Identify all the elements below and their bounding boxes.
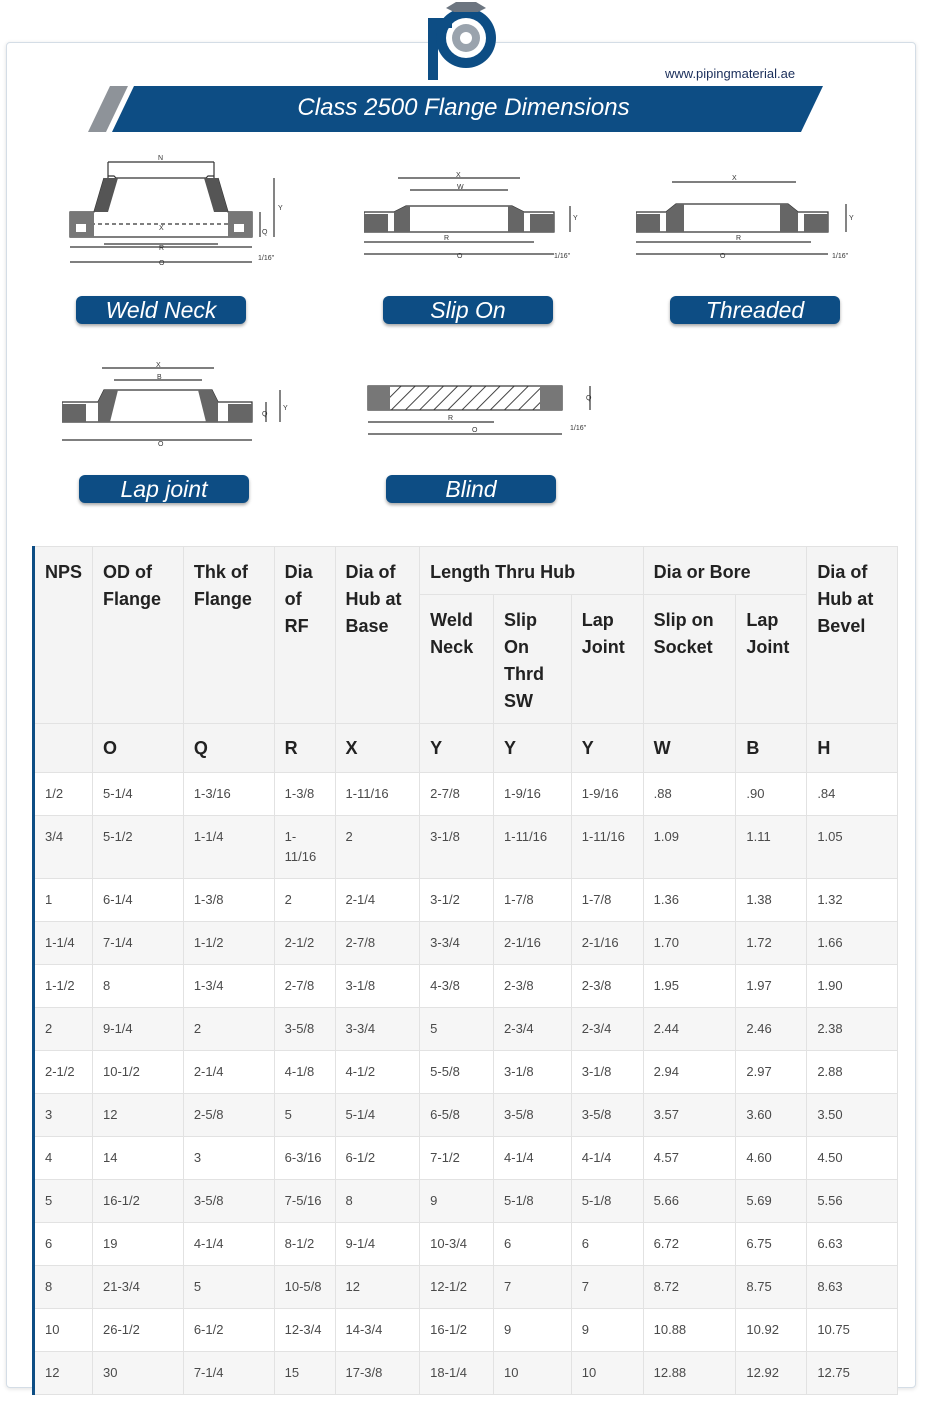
table-cell: 10 [494, 1352, 572, 1395]
table-cell: 7 [571, 1266, 643, 1309]
table-cell: 1-11/16 [274, 816, 335, 879]
blind-diagram [364, 380, 604, 440]
table-cell: 9-1/4 [335, 1223, 420, 1266]
header-letter-blank [34, 724, 93, 773]
table-cell: 9 [420, 1180, 494, 1223]
table-cell: 2.46 [736, 1008, 807, 1051]
table-cell: 3.57 [643, 1094, 736, 1137]
table-cell: 1/2 [34, 773, 93, 816]
svg-text:X: X [456, 172, 461, 179]
svg-text:1/16": 1/16" [570, 425, 587, 432]
header-slip-on: Slip On Thrd SW [494, 595, 572, 724]
svg-text:W: W [457, 184, 464, 191]
table-cell: 10 [34, 1309, 93, 1352]
header-length-group: Length Thru Hub [420, 547, 643, 595]
table-cell: 10.75 [807, 1309, 898, 1352]
table-cell: 2 [274, 879, 335, 922]
table-cell: 16-1/2 [93, 1180, 184, 1223]
table-cell: 6-5/8 [420, 1094, 494, 1137]
header-letter: B [736, 724, 807, 773]
header-letter: W [643, 724, 736, 773]
table-cell: 1.38 [736, 879, 807, 922]
table-cell: 5 [420, 1008, 494, 1051]
table-cell: 1-3/8 [183, 879, 274, 922]
table-cell: 1.11 [736, 816, 807, 879]
header-letter: Y [494, 724, 572, 773]
table-cell: .90 [736, 773, 807, 816]
table-row [34, 1223, 898, 1266]
table-cell: 1.05 [807, 816, 898, 879]
slip-on-label: Slip On [383, 296, 553, 324]
svg-text:Q: Q [586, 395, 592, 402]
lap-joint-diagram [62, 360, 292, 456]
table-cell: 12.88 [643, 1352, 736, 1395]
svg-text:O: O [720, 253, 726, 260]
table-cell: 1.36 [643, 879, 736, 922]
table-cell: 8.72 [643, 1266, 736, 1309]
table-cell: 8-1/2 [274, 1223, 335, 1266]
table-cell: 1-11/16 [494, 816, 572, 879]
table-cell: 5.56 [807, 1180, 898, 1223]
table-cell: 5-1/8 [571, 1180, 643, 1223]
table-cell: 1.90 [807, 965, 898, 1008]
table-cell: 21-3/4 [93, 1266, 184, 1309]
table-cell: 6-3/16 [274, 1137, 335, 1180]
table-cell: 3-5/8 [274, 1008, 335, 1051]
svg-text:O: O [158, 441, 164, 448]
slip-on-diagram [364, 170, 579, 262]
svg-text:X: X [732, 175, 737, 182]
header-slip-socket: Slip on Socket [643, 595, 736, 724]
table-cell: 1-1/2 [34, 965, 93, 1008]
svg-text:1/16": 1/16" [832, 253, 849, 260]
header-od: OD of Flange [93, 547, 184, 724]
weld-neck-label: Weld Neck [76, 296, 246, 324]
table-cell: 19 [93, 1223, 184, 1266]
table-cell: 8 [34, 1266, 93, 1309]
table-cell: 6.75 [736, 1223, 807, 1266]
table-cell: 12.92 [736, 1352, 807, 1395]
header-letter: X [335, 724, 420, 773]
svg-text:1/16": 1/16" [554, 253, 571, 260]
table-cell: 5-5/8 [420, 1051, 494, 1094]
table-cell: 30 [93, 1352, 184, 1395]
table-cell: 2.38 [807, 1008, 898, 1051]
table-cell: 10-5/8 [274, 1266, 335, 1309]
svg-text:R: R [444, 235, 450, 242]
site-url[interactable]: www.pipingmaterial.ae [665, 66, 796, 81]
table-cell: 5.66 [643, 1180, 736, 1223]
svg-text:Q: Q [262, 411, 268, 418]
table-cell: 5.69 [736, 1180, 807, 1223]
table-cell: 10 [571, 1352, 643, 1395]
table-cell: 7 [494, 1266, 572, 1309]
header-letter: Y [571, 724, 643, 773]
svg-text:Y: Y [573, 215, 578, 222]
table-cell: 6-1/2 [335, 1137, 420, 1180]
table-cell: 6 [571, 1223, 643, 1266]
table-cell: 2-5/8 [183, 1094, 274, 1137]
table-cell: 9-1/4 [93, 1008, 184, 1051]
svg-text:Y: Y [278, 205, 283, 212]
table-cell: 1.95 [643, 965, 736, 1008]
table-cell: 2-7/8 [274, 965, 335, 1008]
table-row [34, 879, 898, 922]
table-cell: 2-7/8 [420, 773, 494, 816]
svg-text:Y: Y [849, 215, 854, 222]
table-cell: 1-3/4 [183, 965, 274, 1008]
table-cell: 5-1/2 [93, 816, 184, 879]
table-cell: 12-1/2 [420, 1266, 494, 1309]
company-logo-icon [416, 0, 512, 82]
table-cell: 2-3/8 [494, 965, 572, 1008]
table-cell: 1-9/16 [571, 773, 643, 816]
table-cell: 2 [335, 816, 420, 879]
table-cell: 2-1/2 [274, 922, 335, 965]
table-cell: 4.60 [736, 1137, 807, 1180]
table-cell: 5-1/4 [335, 1094, 420, 1137]
table-cell: 4-1/4 [183, 1223, 274, 1266]
table-cell: 2-3/8 [571, 965, 643, 1008]
table-cell: .84 [807, 773, 898, 816]
table-cell: 3-1/8 [571, 1051, 643, 1094]
table-cell: 3-1/8 [335, 965, 420, 1008]
table-cell: 5 [183, 1266, 274, 1309]
table-cell: 6-1/4 [93, 879, 184, 922]
table-cell: 10-1/2 [93, 1051, 184, 1094]
svg-text:B: B [157, 374, 162, 381]
svg-text:Y: Y [283, 405, 288, 412]
svg-text:R: R [448, 415, 454, 422]
table-cell: 7-1/2 [420, 1137, 494, 1180]
threaded-diagram [636, 172, 856, 264]
table-cell: 12.75 [807, 1352, 898, 1395]
header-bevel: Dia of Hub at Bevel [807, 547, 898, 724]
table-cell: 3-1/8 [420, 816, 494, 879]
table-cell: 17-3/8 [335, 1352, 420, 1395]
header-weld-neck: Weld Neck [420, 595, 494, 724]
flange-dimensions-table [32, 546, 898, 1395]
table-row [34, 965, 898, 1008]
table-cell: 1-1/2 [183, 922, 274, 965]
table-cell: 12 [34, 1352, 93, 1395]
table-cell: 2.88 [807, 1051, 898, 1094]
table-cell: 3-5/8 [571, 1094, 643, 1137]
table-cell: 4-1/2 [335, 1051, 420, 1094]
table-cell: 4-3/8 [420, 965, 494, 1008]
table-row [34, 922, 898, 965]
header-letter: O [93, 724, 184, 773]
table-cell: 14 [93, 1137, 184, 1180]
svg-text:N: N [158, 155, 164, 162]
table-cell: 1-1/4 [34, 922, 93, 965]
table-cell: 6-1/2 [183, 1309, 274, 1352]
table-row [34, 1008, 898, 1051]
table-row [34, 773, 898, 816]
table-cell: 3-3/4 [420, 922, 494, 965]
table-row [34, 1094, 898, 1137]
table-cell: 5 [274, 1094, 335, 1137]
svg-text:X: X [156, 362, 161, 369]
header-letter: H [807, 724, 898, 773]
table-cell: 9 [494, 1309, 572, 1352]
table-cell: 2-1/16 [494, 922, 572, 965]
table-cell: 3-1/2 [420, 879, 494, 922]
table-row [34, 1352, 898, 1395]
table-cell: 14-3/4 [335, 1309, 420, 1352]
threaded-label: Threaded [670, 296, 840, 324]
table-cell: 1-11/16 [335, 773, 420, 816]
table-cell: 1-1/4 [183, 816, 274, 879]
header-thk: Thk of Flange [183, 547, 274, 724]
table-cell: 8.75 [736, 1266, 807, 1309]
table-cell: 1.66 [807, 922, 898, 965]
table-cell: 8 [335, 1180, 420, 1223]
table-cell: 8 [93, 965, 184, 1008]
table-cell: 1.72 [736, 922, 807, 965]
table-cell: 12 [335, 1266, 420, 1309]
table-cell: 26-1/2 [93, 1309, 184, 1352]
table-cell: 3-5/8 [183, 1180, 274, 1223]
table-cell: 4 [34, 1137, 93, 1180]
svg-text:O: O [457, 253, 463, 260]
table-cell: 10-3/4 [420, 1223, 494, 1266]
blind-label: Blind [386, 475, 556, 503]
table-cell: 6 [494, 1223, 572, 1266]
table-cell: 1-7/8 [571, 879, 643, 922]
table-row [34, 1309, 898, 1352]
svg-text:R: R [159, 245, 165, 252]
table-cell: 2-1/4 [335, 879, 420, 922]
table-cell: 10.88 [643, 1309, 736, 1352]
table-cell: 9 [571, 1309, 643, 1352]
table-cell: 5-1/8 [494, 1180, 572, 1223]
table-cell: 5 [34, 1180, 93, 1223]
table-cell: 7-5/16 [274, 1180, 335, 1223]
table-cell: 6 [34, 1223, 93, 1266]
table-cell: 3.60 [736, 1094, 807, 1137]
table-body [34, 773, 898, 1395]
table-row [34, 816, 898, 879]
table-cell: 1 [34, 879, 93, 922]
table-cell: 1-9/16 [494, 773, 572, 816]
table-cell: 18-1/4 [420, 1352, 494, 1395]
header-lap-joint-bore: Lap Joint [736, 595, 807, 724]
table-cell: 3/4 [34, 816, 93, 879]
table-cell: 4.50 [807, 1137, 898, 1180]
header-letter: R [274, 724, 335, 773]
svg-text:1/16": 1/16" [258, 255, 275, 262]
page-title: Class 2500 Flange Dimensions [297, 94, 630, 121]
lap-joint-label: Lap joint [79, 475, 249, 503]
table-cell: 4-1/4 [571, 1137, 643, 1180]
table-cell: 3-1/8 [494, 1051, 572, 1094]
table-cell: 2-3/4 [494, 1008, 572, 1051]
table-cell: 3-5/8 [494, 1094, 572, 1137]
table-cell: 2.44 [643, 1008, 736, 1051]
table-cell: 1-7/8 [494, 879, 572, 922]
table-cell: 2-1/4 [183, 1051, 274, 1094]
table-cell: 1-11/16 [571, 816, 643, 879]
table-cell: 5-1/4 [93, 773, 184, 816]
svg-text:O: O [472, 427, 478, 434]
header-letter: Y [420, 724, 494, 773]
table-cell: 1.09 [643, 816, 736, 879]
table-cell: 1.70 [643, 922, 736, 965]
table-row [34, 1266, 898, 1309]
table-cell: 7-1/4 [183, 1352, 274, 1395]
table-row [34, 1051, 898, 1094]
table-cell: 12-3/4 [274, 1309, 335, 1352]
header-rf: Dia of RF [274, 547, 335, 724]
table-cell: 8.63 [807, 1266, 898, 1309]
table-cell: .88 [643, 773, 736, 816]
table-cell: 3.50 [807, 1094, 898, 1137]
table-cell: 3 [34, 1094, 93, 1137]
table-cell: 1-3/16 [183, 773, 274, 816]
svg-text:Q: Q [262, 229, 268, 236]
table-cell: 4-1/4 [494, 1137, 572, 1180]
table-cell: 7-1/4 [93, 922, 184, 965]
header-letter: Q [183, 724, 274, 773]
table-cell: 3 [183, 1137, 274, 1180]
table-row [34, 1137, 898, 1180]
table-cell: 2-1/16 [571, 922, 643, 965]
table-cell: 1.97 [736, 965, 807, 1008]
table-cell: 15 [274, 1352, 335, 1395]
table-cell: 4.57 [643, 1137, 736, 1180]
header-nps: NPS [34, 547, 93, 724]
svg-text:X: X [159, 225, 164, 232]
table-cell: 6.72 [643, 1223, 736, 1266]
table-cell: 12 [93, 1094, 184, 1137]
svg-text:O: O [159, 260, 165, 267]
table-cell: 2-3/4 [571, 1008, 643, 1051]
table-cell: 2 [34, 1008, 93, 1051]
header-hub: Dia of Hub at Base [335, 547, 420, 724]
table-cell: 6.63 [807, 1223, 898, 1266]
table-cell: 10.92 [736, 1309, 807, 1352]
weld-neck-diagram [64, 152, 284, 270]
table-cell: 2.94 [643, 1051, 736, 1094]
table-cell: 2-7/8 [335, 922, 420, 965]
table-cell: 2 [183, 1008, 274, 1051]
table-cell: 2-1/2 [34, 1051, 93, 1094]
table-cell: 3-3/4 [335, 1008, 420, 1051]
table-cell: 16-1/2 [420, 1309, 494, 1352]
table-cell: 4-1/8 [274, 1051, 335, 1094]
table-cell: 1.32 [807, 879, 898, 922]
table-cell: 2.97 [736, 1051, 807, 1094]
header-bore-group: Dia or Bore [643, 547, 807, 595]
table-row [34, 1180, 898, 1223]
svg-text:R: R [736, 235, 742, 242]
header-lap-joint: Lap Joint [571, 595, 643, 724]
table-cell: 1-3/8 [274, 773, 335, 816]
